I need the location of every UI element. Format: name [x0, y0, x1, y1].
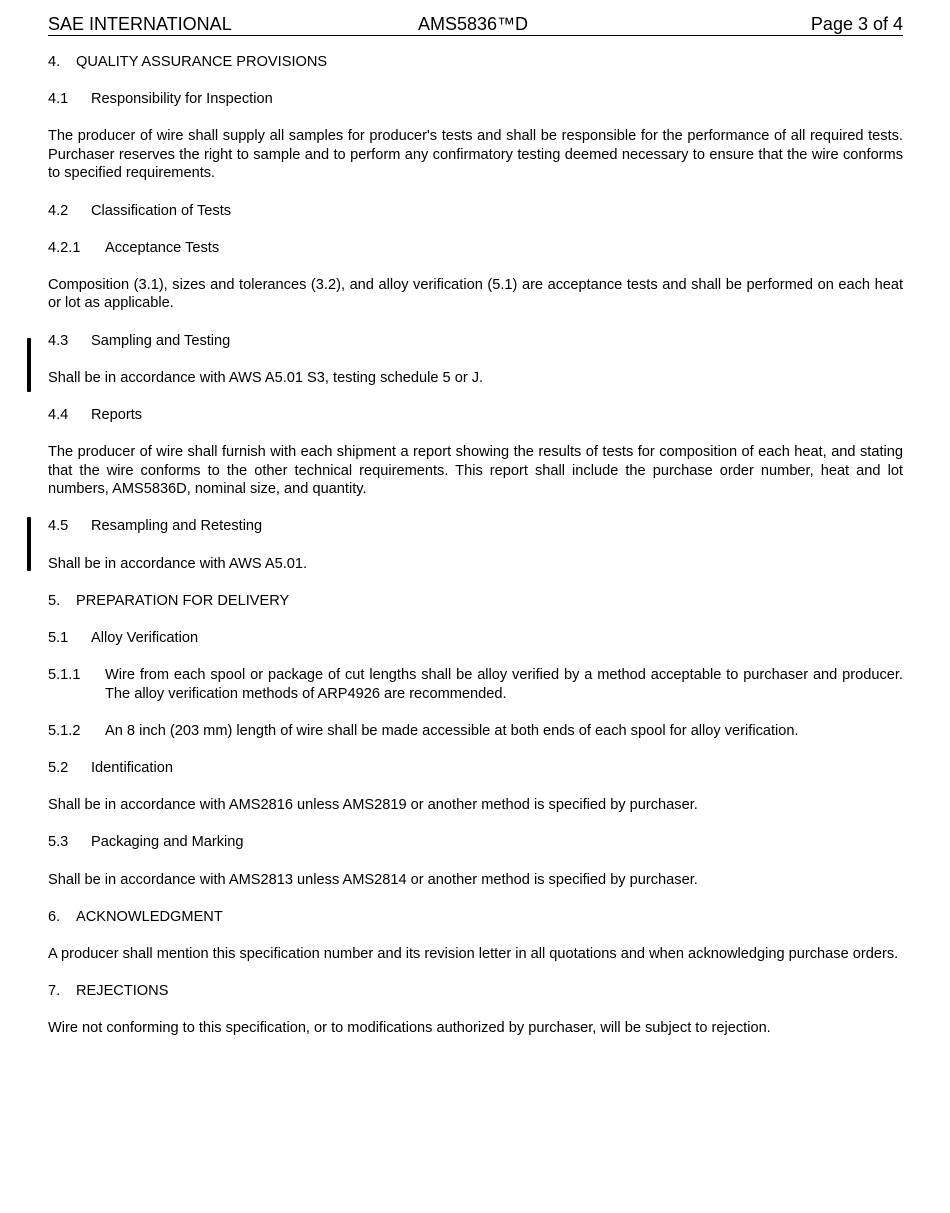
- header-page-number: Page 3 of 4: [810, 14, 903, 34]
- paragraph: Composition (3.1), sizes and tolerances (3.2), and alloy verification (5.1) are acceptance tests and shall be performed on each heat or lot as applicable.: [48, 276, 903, 312]
- header-doc-number: AMS5836™D: [418, 14, 529, 34]
- section-heading: 4.1 Responsibility for Inspection: [48, 91, 273, 108]
- section-heading: 4.3 Sampling and Testing: [48, 332, 231, 349]
- paragraph: Shall be in accordance with AMS2813 unless AMS2814 or another method is specified by purchaser.: [48, 871, 698, 888]
- paragraph: Shall be in accordance with AWS A5.01 S3, testing schedule 5 or J.: [48, 369, 484, 386]
- section-heading: 4.2 Classification of Tests: [48, 202, 232, 219]
- section-heading: 4.2.1 Acceptance Tests: [48, 239, 220, 256]
- section-heading: 4.5 Resampling and Retesting: [48, 518, 263, 535]
- page-header: [48, 13, 903, 36]
- paragraph: Wire not conforming to this specification, or to modifications authorized by purchaser, will be subject to rejection.: [48, 1020, 771, 1037]
- section-heading: 6. ACKNOWLEDGMENT: [48, 908, 223, 925]
- revision-bar: [27, 338, 31, 392]
- numbered-paragraph: 5.1.2 An 8 inch (203 mm) length of wire shall be made accessible at both ends of each spool for alloy verification.: [48, 722, 799, 739]
- section-heading: 4. QUALITY ASSURANCE PROVISIONS: [48, 54, 328, 70]
- paragraph: Shall be in accordance with AMS2816 unless AMS2819 or another method is specified by purchaser.: [48, 797, 698, 814]
- section-heading: 5.3 Packaging and Marking: [48, 834, 244, 851]
- revision-bar: [27, 517, 31, 571]
- paragraph: Shall be in accordance with AWS A5.01.: [48, 555, 308, 572]
- section-heading: 5.1 Alloy Verification: [48, 629, 199, 646]
- numbered-paragraph: 5.1.1 Wire from each spool or package of cut lengths shall be alloy verified by a method acceptable to purchaser and producer. The alloy verification methods of ARP4926 are recommended.: [48, 667, 903, 702]
- paragraph: The producer of wire shall supply all samples for producer's tests and shall be responsible for the performance of all required tests. Purchaser reserves the right to sample and to perform any confirmatory testing deemed necessary to ensure that the wire conforms to specified requirements.: [48, 128, 903, 182]
- section-heading: 4.4 Reports: [48, 407, 143, 423]
- section-heading: 5.2 Identification: [48, 760, 173, 776]
- header-org: SAE INTERNATIONAL: [48, 14, 232, 34]
- paragraph: A producer shall mention this specification number and its revision letter in all quotations and when acknowledging purchase orders.: [48, 945, 899, 962]
- document-body: [48, 53, 903, 1057]
- section-heading: 7. REJECTIONS: [48, 983, 169, 1000]
- paragraph: The producer of wire shall furnish with each shipment a report showing the results of tests for composition of each heat, and stating that the wire conforms to the other technical requirements. This report shall include the purchase order number, heat and lot numbers, AMS5836D, nominal size, and quantity.: [48, 444, 903, 498]
- section-heading: 5. PREPARATION FOR DELIVERY: [48, 592, 290, 609]
